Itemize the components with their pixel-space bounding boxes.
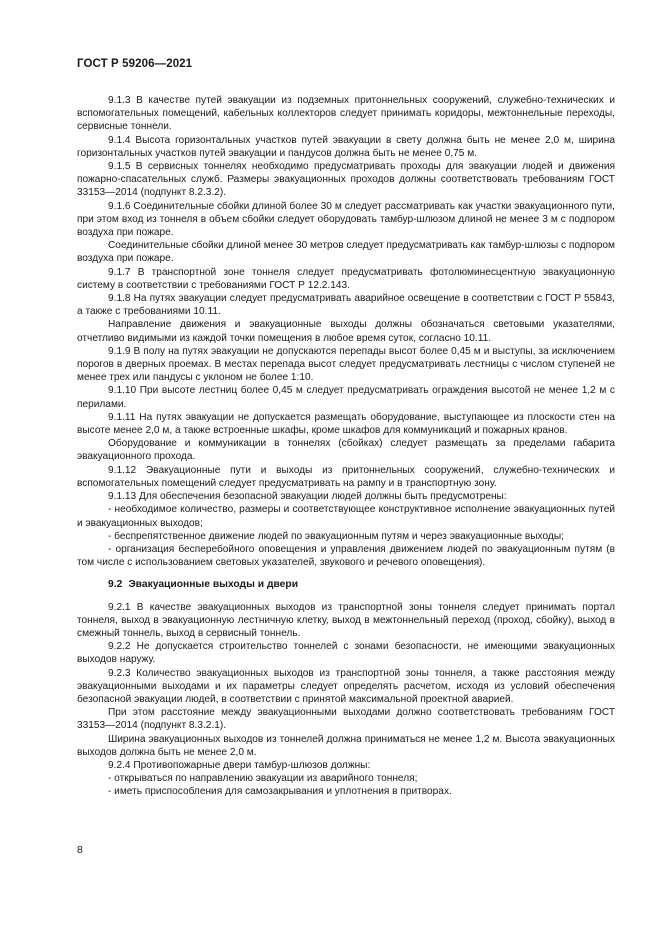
paragraph-9-1-3: 9.1.3 В качестве путей эвакуации из подземных притоннельных сооружений, служебно-технических и вспомогательных помещений, кабельных коллекторов следует принимать коридоры, межтоннельные переходы, сервисные тоннели.: [77, 95, 615, 133]
document-header: ГОСТ Р 59206—2021: [77, 58, 193, 70]
paragraph-9-1-7: 9.1.7 В транспортной зоне тоннеля следует предусматривать фотолюминесцентную эвакуационную систему в соответствии с требованиями ГОСТ Р 12.2.143.: [77, 266, 615, 291]
list-item: - организация бесперебойного оповещения и управления движением людей по эвакуационным путям (в том числе с использованием световых указателей, звукового и речевого оповещения).: [77, 543, 615, 569]
list-item: - беспрепятственное движение людей по эвакуационным путям и через эвакуационные выходы;: [108, 530, 564, 542]
paragraph-9-1-9: 9.1.9 В полу на путях эвакуации не допускаются перепады высот более 0,45 м и выступы, за исключением порогов в дверных проемах. В местах перепада высот следует предусматривать лестницы с числом ступеней не менее трех или пандусы с уклоном не более 1:10.: [77, 345, 615, 384]
section-title: Эвакуационные выходы и двери: [128, 579, 299, 591]
document-body: [77, 94, 615, 799]
list-item: - иметь приспособления для самозакрывания и уплотнения в притворах.: [108, 786, 452, 798]
list-item: - открываться по направлению эвакуации из аварийного тоннеля;: [108, 773, 418, 785]
paragraph-9-2-3: 9.2.3 Количество эвакуационных выходов из транспортной зоны тоннеля, а также расстояния между эвакуационными выходами и их параметры следует определять расчетом, исходя из условий обеспечения безопасной эвакуации людей, в соответствии с принятой максимальной проектной аварией.: [77, 667, 615, 705]
paragraph-9-1-6-cont: Соединительные сбойки длиной менее 30 метров следует предусматривать как тамбур-шлюзы с подпором воздуха при пожаре.: [77, 240, 615, 265]
paragraph-9-2-1: 9.2.1 В качестве эвакуационных выходов из транспортной зоны тоннеля следует принимать портал тоннеля, выход в эвакуационную лестничную клетку, выход в межтоннельный переход (проход, сбойку), выход в смежный тоннель, выход в сервисный тоннель.: [77, 601, 615, 639]
paragraph-9-1-13: 9.1.13 Для обеспечения безопасной эвакуации людей должны быть предусмотрены:: [108, 491, 507, 503]
section-heading-9-2: [108, 578, 615, 591]
paragraph-9-1-11-cont: Оборудование и коммуникации в тоннелях (сбойках) следует размещать за пределами габарита эвакуационного прохода.: [77, 438, 615, 463]
paragraph-9-2-3-width: Ширина эвакуационных выходов из тоннелей должна приниматься не менее 1,2 м. Высота эвакуационных выходов должна быть не менее 2,0 м.: [77, 733, 615, 758]
paragraph-9-1-12: 9.1.12 Эвакуационные пути и выходы из притоннельных сооружений, служебно-технических и вспомогательных помещений следует предусматривать на рампу и в транспортную зону.: [77, 464, 615, 489]
paragraph-9-2-3-cont: При этом расстояние между эвакуационными выходами должно соответствовать требованиям ГОСТ 33153—2014 (подпункт 8.3.2.1).: [77, 707, 615, 732]
paragraph-9-1-10: 9.1.10 При высоте лестниц более 0,45 м следует предусматривать ограждения высотой не менее 1,2 м с перилами.: [77, 385, 615, 410]
paragraph-9-1-8: 9.1.8 На путях эвакуации следует предусматривать аварийное освещение в соответствии с ГОСТ Р 55843, а также с требованиями 10.11.: [77, 293, 615, 318]
paragraph-9-2-4: 9.2.4 Противопожарные двери тамбур-шлюзов должны:: [108, 759, 371, 771]
paragraph-9-1-8-cont: Направление движения и эвакуационные выходы должны обозначаться световыми указателями, отчетливо видимыми из каждой точки помещения в любое время суток, согласно 10.11.: [77, 319, 615, 344]
paragraph-9-2-2: 9.2.2 Не допускается строительство тоннелей с зонами безопасности, не имеющими эвакуационных выходов наружу.: [77, 641, 615, 666]
paragraph-9-1-11: 9.1.11 На путях эвакуации не допускается размещать оборудование, выступающее из плоскости стен на высоте менее 2,0 м, а также встроенные шкафы, кроме шкафов для коммуникаций и пожарных кранов.: [77, 411, 615, 437]
list-item: - необходимое количество, размеры и соответствующее конструктивное исполнение эвакуационных путей и эвакуационных выходов;: [77, 504, 615, 529]
paragraph-9-1-4: 9.1.4 Высота горизонтальных участков путей эвакуации в свету должна быть не менее 2,0 м, ширина горизонтальных участков путей эвакуации и пандусов должна быть не менее 0,75 м.: [77, 134, 615, 159]
section-number: 9.2: [108, 579, 123, 591]
page-number: 8: [77, 844, 83, 856]
paragraph-9-1-6: 9.1.6 Соединительные сбойки длиной более 30 м следует рассматривать как участки эвакуационного пути, при этом вход из тоннеля в объем сбойки следует оборудовать тамбур-шлюзом длиной не менее 3 м с подпором воздуха при пожаре.: [77, 200, 615, 239]
paragraph-9-1-5: 9.1.5 В сервисных тоннелях необходимо предусматривать проходы для эвакуации людей и движения пожарно-спасательных служб. Размеры эвакуационных проходов должны соответствовать требованиям ГОСТ 33153—2014 (подпункт 8.2.3.2).: [77, 161, 615, 199]
